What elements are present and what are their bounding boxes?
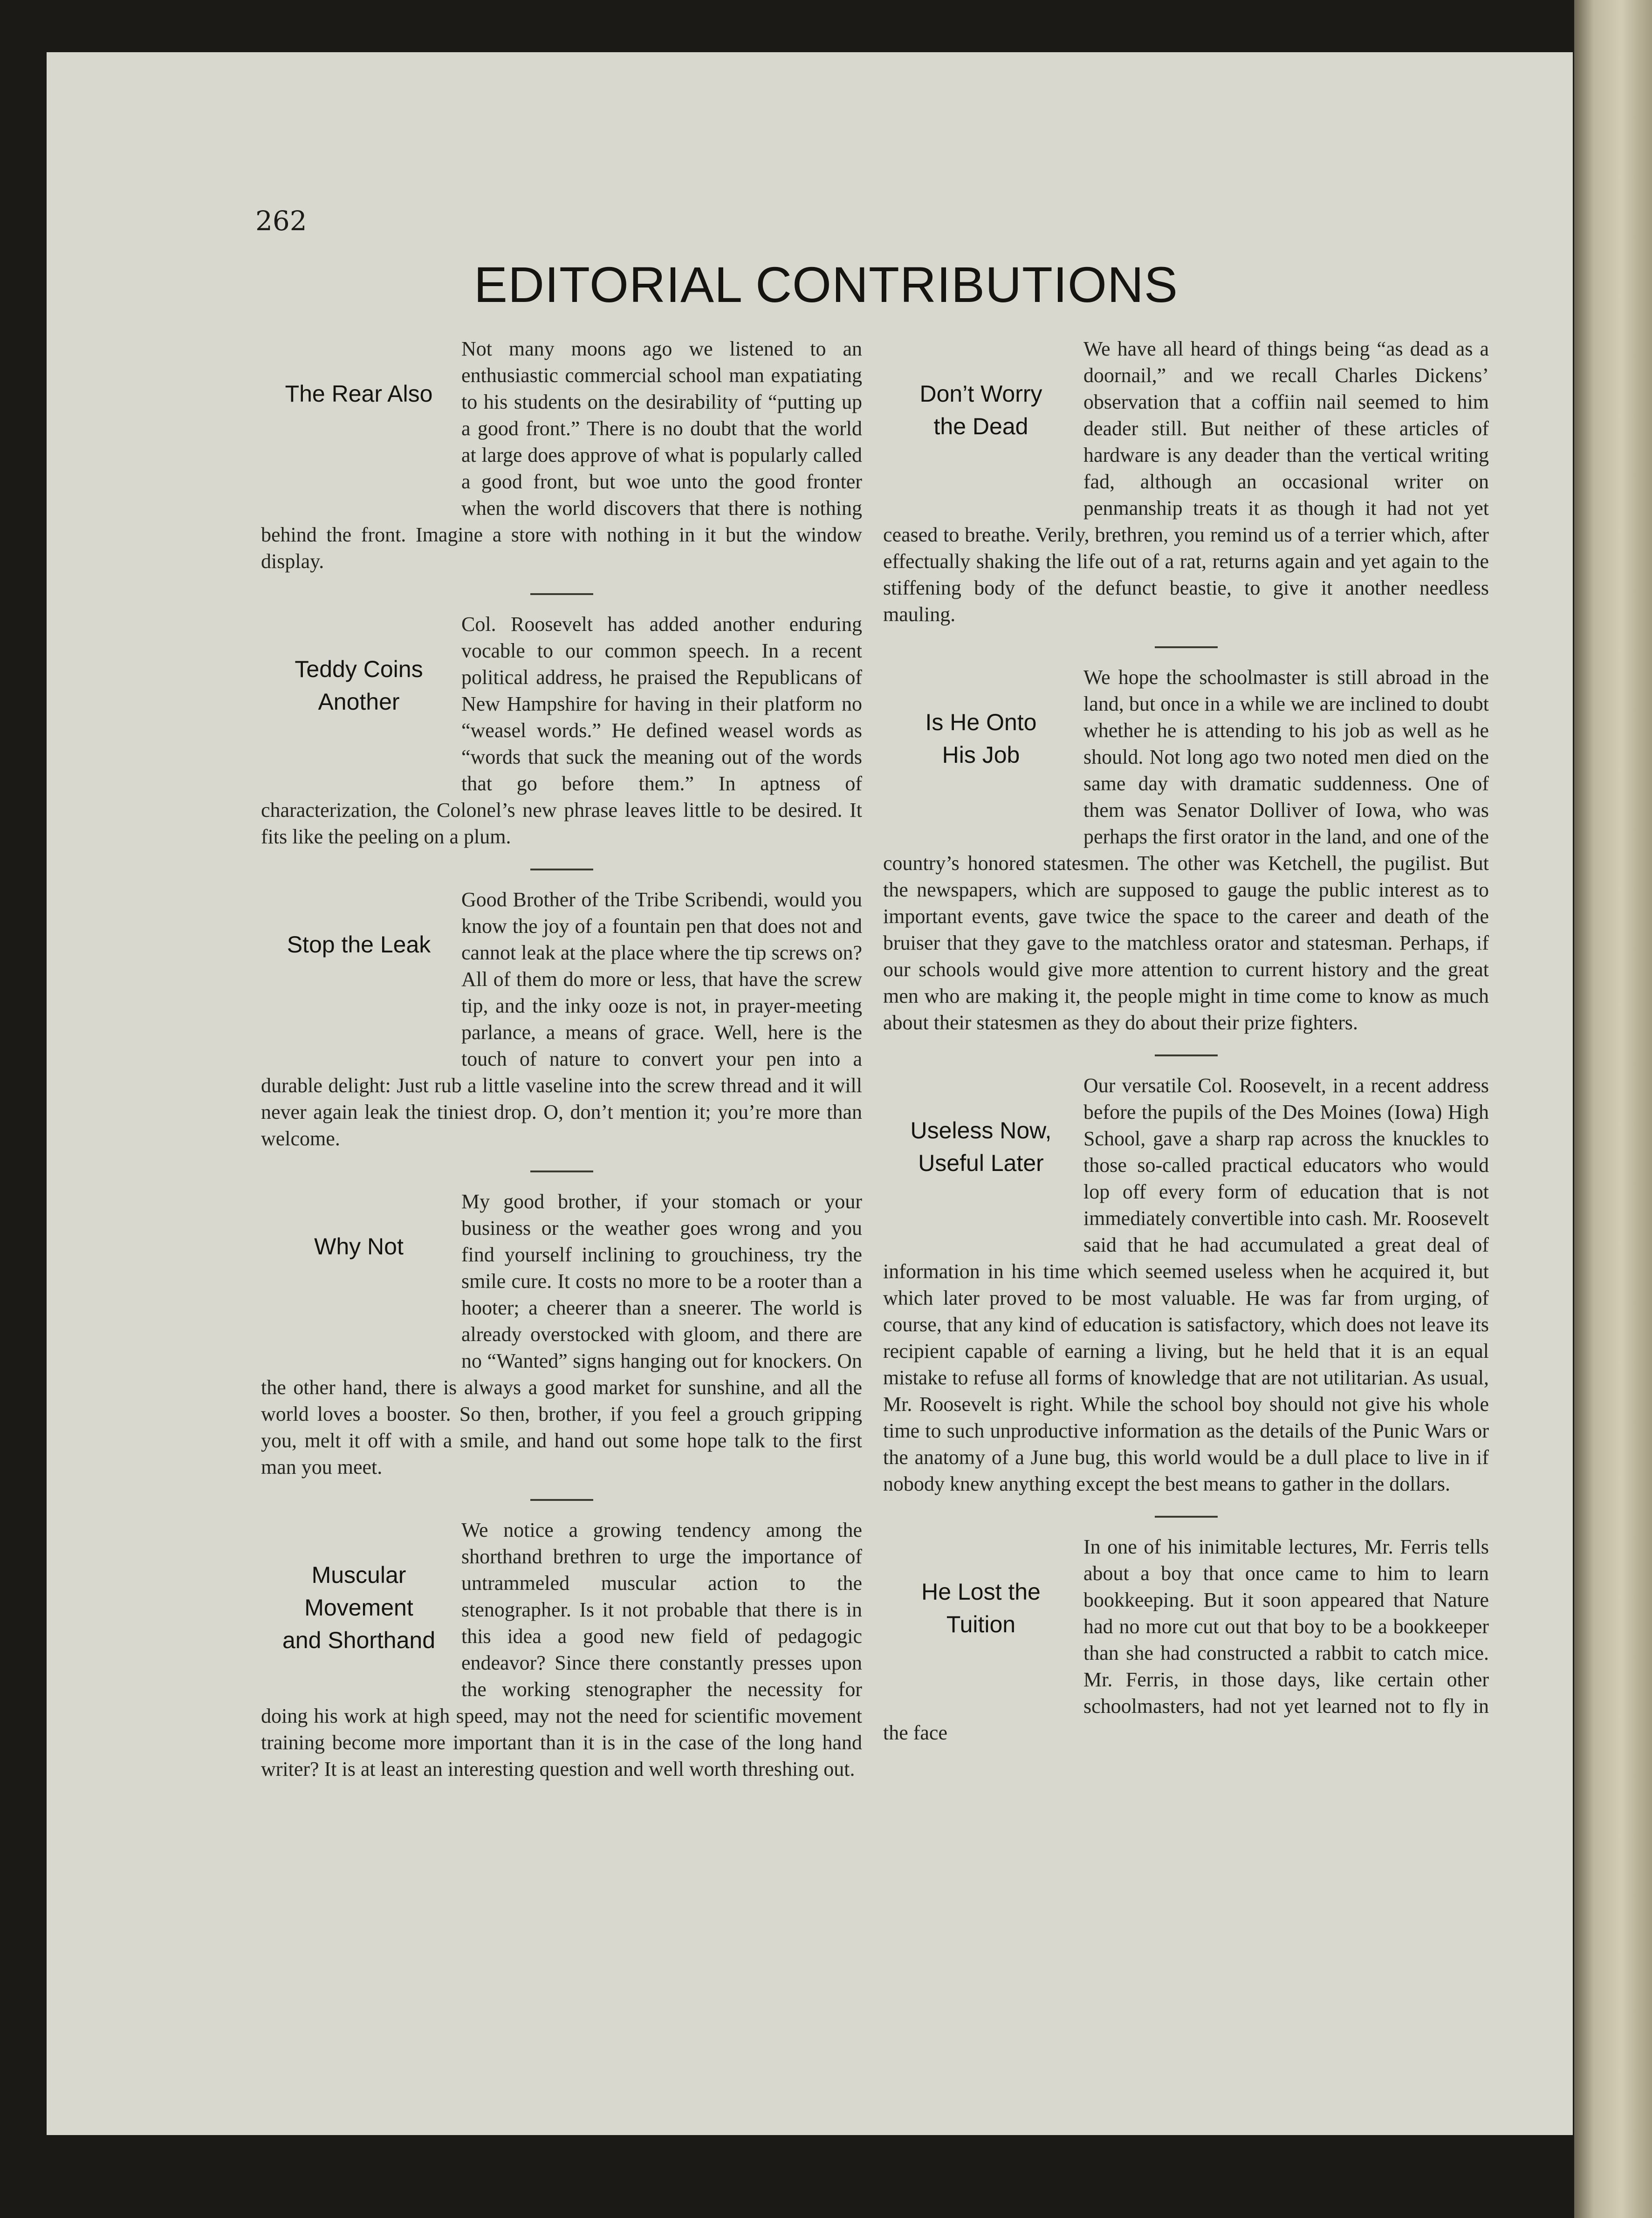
article-title bbox=[261, 1559, 457, 1698]
article-title-line: Stop the Leak bbox=[287, 931, 431, 958]
section-divider bbox=[1155, 646, 1218, 648]
article-stop-the-leak bbox=[261, 886, 862, 1152]
article-body: Our versatile Col. Roosevelt, in a recent address before the pupils of the Des Moines (Iowa) High School, gave a sharp rap across the knuckles to those so-called practical educators who would lop off every form of education that is not immediately convertible into cash. Mr. Roosevelt said that he had accumulated a great deal of information in his time which seemed useless when he acquired it, but which later proved to be most valuable. He was far from urging, of course, that any kind of education is satisfactory, which does not leave its recipient capable of earning a living, but he held that it is an equal mistake to refuse all forms of knowledge that are not utilitarian. As usual, Mr. Roosevelt is right. While the school boy should not give his whole time to such unproductive information as the details of the Punic Wars or the anatomy of a June bug, this world would be a dull place to live in if nobody knew anything except the best means to gather in the dollars. bbox=[883, 1074, 1489, 1495]
article-he-lost-the-tuition bbox=[883, 1533, 1489, 1746]
article-title-line: Useless Now, bbox=[910, 1117, 1052, 1143]
article-title bbox=[261, 653, 457, 793]
article-title-line: He Lost the bbox=[921, 1579, 1041, 1605]
article-title-line: Teddy Coins bbox=[295, 656, 423, 682]
article-body: Col. Roosevelt has added another enduring vocable to our common speech. In a recent political address, he praised the Republicans of New Hampshire for having in their platform no “weasel words.” He defined weasel words as “words that suck the meaning out of the words that go before them.” In aptness of characterization, the Colonel’s new phrase leaves little to be desired. It fits like the peeling on a plum. bbox=[261, 613, 862, 848]
article-body: We hope the schoolmaster is still abroad in the land, but once in a while we are inclined to doubt whether he is attending to his job as well as he should. Not long ago two noted men died on the same day with dramatic suddenness. One of them was Senator Dolliver of Iowa, who was perhaps the first orator in the land, and one of the country’s honored statesmen. The other was Ketchell, the pugilist. But the newspapers, which are supposed to gauge the public interest as to important events, gave twice the space to the career and death of the bruiser that they gave to the matchless orator and statesman. Perhaps, if our schools would give more attention to current history and the great men who are making it, the people might in time come to know as much about their statesmen as they do about their prize fighters. bbox=[883, 666, 1489, 1034]
article-body: Not many moons ago we listened to an enthusiastic commercial school man expatiating to his students on the desirability of “putting up a good front.” There is no doubt that the world at large does approve of what is popularly called a good front, but woe unto the good fronter when the world discovers that there is nothing behind the front. Imagine a store with nothing in it but the window display. bbox=[261, 337, 862, 573]
article-title bbox=[883, 1114, 1079, 1254]
article-body: My good brother, if your stomach or your business or the weather goes wrong and you find yourself inclining to grouchiness, try the smile cure. It costs no more to be a rooter than a hooter; a cheerer than a sneerer. The world is already overstocked with gloom, and there are no “Wanted” signs hanging out for knockers. On the other hand, there is always a good market for sunshine, and all the world loves a booster. So then, brother, if you feel a grouch gripping you, melt it off with a smile, and hand out some hope talk to the first man you meet. bbox=[261, 1190, 862, 1479]
article-the-rear-also bbox=[261, 335, 862, 575]
article-title bbox=[261, 377, 457, 517]
article-body: We have all heard of things being “as dead as a doornail,” and we recall Charles Dickens’ observation that a coffiin nail seemed to him deader still. But neither of these articles of hardware is any deader than the vertical writing fad, although an occasional writer on penmanship treats it as though it had not yet ceased to breathe. Verily, brethren, you remind us of a terrier which, after effectually shaking the life out of a rat, returns again and yet again to the stiffening body of the defunct beastie, to give it another needless mauling. bbox=[883, 337, 1489, 626]
article-title bbox=[261, 928, 457, 1068]
left-column bbox=[261, 335, 862, 1787]
article-title-line: Useful Later bbox=[918, 1150, 1044, 1176]
book-spine bbox=[1574, 0, 1652, 2218]
section-divider bbox=[530, 593, 593, 595]
article-title-line: Why Not bbox=[314, 1233, 404, 1260]
article-muscular-movement bbox=[261, 1517, 862, 1782]
article-title-line: and Shorthand bbox=[282, 1627, 436, 1653]
article-teddy-coins-another bbox=[261, 611, 862, 850]
article-title bbox=[883, 377, 1079, 517]
right-column bbox=[883, 335, 1489, 1751]
article-useless-now-useful-later bbox=[883, 1072, 1489, 1497]
article-title-line: His Job bbox=[942, 742, 1020, 768]
article-is-he-onto-his-job bbox=[883, 664, 1489, 1036]
article-title-line: Another bbox=[318, 689, 400, 715]
section-divider bbox=[530, 1499, 593, 1501]
article-title-line: the Dead bbox=[933, 413, 1028, 439]
article-dont-worry-the-dead bbox=[883, 335, 1489, 628]
article-why-not bbox=[261, 1188, 862, 1480]
article-title-line: Muscular Movement bbox=[304, 1562, 413, 1621]
article-body: We notice a growing tendency among the shorthand brethren to urge the importance of untrammeled muscular action to the stenographer. Is it not probable that there is in this idea a good new field of pedagogic endeavor? Since there constantly presses upon the working stenographer the necessity for doing his work at high speed, may not the need for scientific movement training become more important than it is in the case of the long hand writer? It is at least an interesting question and well worth threshing out. bbox=[261, 1519, 862, 1780]
article-title bbox=[261, 1230, 457, 1370]
section-divider bbox=[1155, 1054, 1218, 1056]
page-number: 262 bbox=[255, 205, 307, 237]
article-title-line: Tuition bbox=[946, 1611, 1016, 1637]
article-title bbox=[883, 706, 1079, 846]
article-title-line: The Rear Also bbox=[285, 381, 433, 407]
article-title-line: Is He Onto bbox=[925, 709, 1037, 735]
article-body: Good Brother of the Tribe Scribendi, would you know the joy of a fountain pen that does not and cannot leak at the place where the tip screws on? All of them do more or less, that have the screw tip, and the inky ooze is not, in prayer-meeting parlance, a means of grace. Well, here is the touch of nature to convert your pen into a durable delight: Just rub a little vaseline into the screw thread and it will never again leak the tiniest drop. O, don’t mention it; you’re more than welcome. bbox=[261, 888, 862, 1150]
article-body: In one of his inimitable lectures, Mr. Ferris tells about a boy that once came to him to learn bookkeeping. But it soon appeared that Nature had no more cut out that boy to be a bookkeeper than she had constructed a rabbit to catch mice. Mr. Ferris, in those days, like certain other schoolmasters, had not yet learned not to fly in the face bbox=[883, 1535, 1489, 1744]
section-divider bbox=[530, 1171, 593, 1172]
section-divider bbox=[530, 869, 593, 870]
article-title bbox=[883, 1575, 1079, 1715]
page-heading: EDITORIAL CONTRIBUTIONS bbox=[473, 256, 1179, 313]
article-title-line: Don’t Worry bbox=[919, 381, 1042, 407]
section-divider bbox=[1155, 1516, 1218, 1518]
